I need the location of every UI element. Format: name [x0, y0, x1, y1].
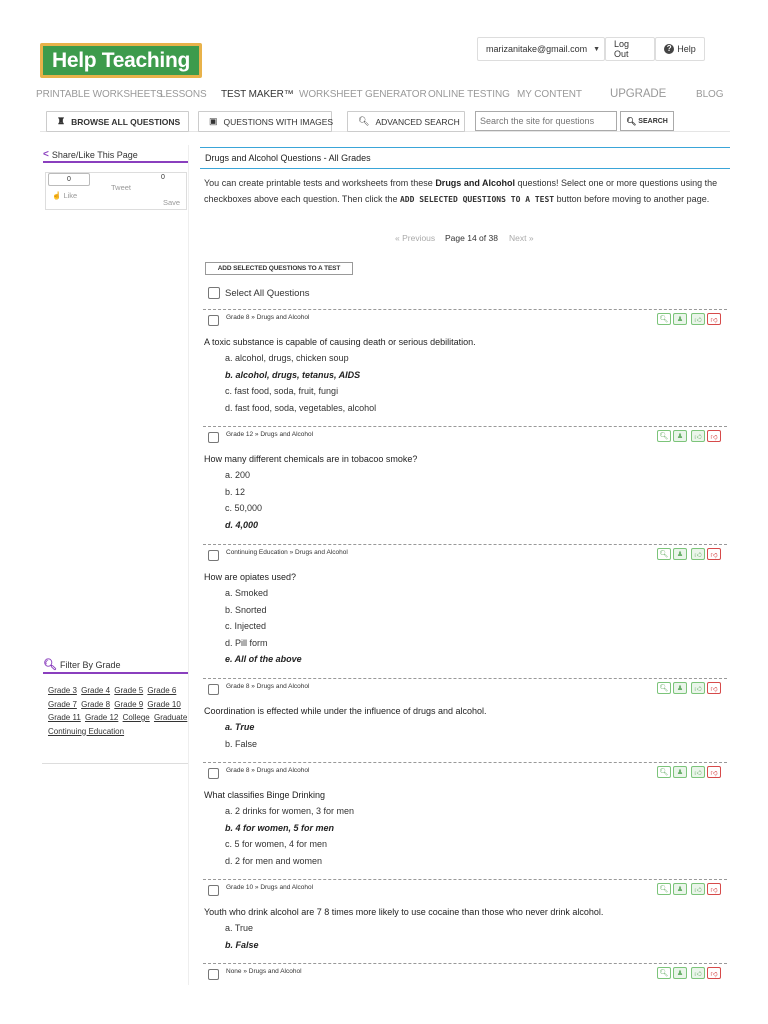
correct-answer-option: a. True [225, 722, 255, 732]
answer-option: a. alcohol, drugs, chicken soup [225, 353, 349, 363]
grade-link[interactable]: Graduate [153, 713, 188, 722]
user-icon[interactable]: ♟ [673, 430, 687, 442]
search-icon: 🔍︎ [43, 659, 57, 671]
grade-link[interactable]: College [122, 713, 150, 722]
question-circle-icon: ? [664, 44, 674, 54]
question-actions [657, 548, 721, 560]
thumbs-up-icon: ☝ [52, 191, 62, 200]
correct-answer-option: b. 4 for women, 5 for men [225, 822, 335, 833]
preview-icon[interactable]: 🔍︎ [657, 548, 671, 560]
answer-option: b. False [225, 738, 258, 749]
answer-option: a. Smoked [225, 588, 269, 598]
answer-option: d. Pill form [225, 637, 268, 648]
question-category: Grade 8 » Drugs and Alcohol [226, 767, 310, 774]
grade-link[interactable]: Grade 5 [114, 686, 144, 695]
correct-answer-option: b. alcohol, drugs, tetanus, AIDS [225, 369, 361, 380]
thumbs-up-icon[interactable]: 👍︎ [691, 967, 705, 979]
question-text: How are opiates used? [204, 572, 297, 582]
grade-link[interactable]: Grade 3 [48, 686, 77, 695]
search-button[interactable] [620, 111, 674, 131]
save-count: 0 [161, 174, 165, 181]
answer-option: c. Injected [225, 621, 267, 631]
main-nav [0, 89, 768, 103]
help-teaching-logo[interactable] [40, 43, 202, 78]
nav-test-maker[interactable]: TEST MAKER™ [221, 89, 294, 100]
pager-current: Page 14 of 38 [445, 233, 498, 243]
grade-link[interactable]: Continuing Education [48, 726, 125, 736]
thumbs-down-icon[interactable]: 👎︎ [707, 967, 721, 979]
correct-answer-option: b. False [225, 939, 259, 950]
share-icon: < [43, 149, 49, 160]
user-menu[interactable] [477, 37, 605, 61]
intro-button-ref: ADD SELECTED QUESTIONS TO A TEST [399, 194, 555, 204]
nav-online-testing[interactable]: ONLINE TESTING [428, 89, 510, 100]
browse-label: BROWSE ALL QUESTIONS [71, 116, 181, 127]
question-category: Continuing Education » Drugs and Alcohol [226, 549, 348, 556]
thumbs-up-icon[interactable]: 👍︎ [691, 682, 705, 694]
answer-option: b. Snorted [225, 604, 267, 615]
nav-printable-worksheets[interactable]: PRINTABLE WORKSHEETS [36, 89, 163, 100]
preview-icon[interactable]: 🔍︎ [657, 766, 671, 778]
advanced-label: ADVANCED SEARCH [375, 116, 460, 127]
grade-link[interactable]: Grade 7 [48, 699, 77, 709]
preview-icon[interactable]: 🔍︎ [657, 430, 671, 442]
share-title-text: Share/Like This Page [51, 149, 138, 160]
thumbs-down-icon[interactable]: 👎︎ [707, 430, 721, 442]
question-text: Coordination is effected while under the influence of drugs and alcohol. [204, 706, 487, 716]
tweet-label: Tweet [111, 183, 132, 192]
like-label: Like [63, 191, 78, 200]
answer-option: d. fast food, soda, vegetables, alcohol [225, 402, 377, 413]
question-checkbox[interactable] [208, 768, 219, 779]
answer-option: a. 2 drinks for women, 3 for men [225, 806, 355, 816]
pager-next[interactable]: Next » [509, 233, 534, 243]
image-icon: ▣ [209, 116, 218, 126]
answer-option: c. 5 for women, 4 for men [225, 839, 328, 849]
thumbs-down-icon[interactable]: 👎︎ [707, 682, 721, 694]
answer-option: a. True [225, 923, 254, 933]
intro-topic: Drugs and Alcohol [435, 178, 515, 188]
user-icon[interactable]: ♟ [673, 313, 687, 325]
preview-icon[interactable]: 🔍︎ [657, 682, 671, 694]
grade-link[interactable]: Grade 8 [81, 699, 111, 709]
thumbs-down-icon[interactable]: 👎︎ [707, 883, 721, 895]
intro-part: questions! Select one or more questions using the checkboxes above each question. Then click the [204, 178, 718, 204]
save-button[interactable] [163, 198, 180, 207]
thumbs-up-icon[interactable]: 👍︎ [691, 766, 705, 778]
question-checkbox[interactable] [208, 550, 219, 561]
question-checkbox[interactable] [208, 315, 219, 326]
questions-with-images-tab[interactable] [198, 111, 332, 132]
question-separator [203, 963, 727, 964]
thumbs-up-icon[interactable]: 👍︎ [691, 430, 705, 442]
nav-blog[interactable]: BLOG [696, 89, 724, 100]
grade-link[interactable]: Grade 11 [48, 713, 81, 722]
site-search-input[interactable] [475, 111, 617, 131]
question-text: How many different chemicals are in tobacoo smoke? [204, 454, 418, 464]
question-text: What classifies Binge Drinking [204, 790, 326, 800]
correct-answer-option: e. All of the above [225, 654, 302, 664]
intro-text [204, 176, 726, 207]
sidebar-border [188, 145, 189, 985]
nav-lessons[interactable]: LESSONS [160, 89, 207, 100]
preview-icon[interactable]: 🔍︎ [657, 883, 671, 895]
thumbs-up-icon[interactable]: 👍︎ [691, 548, 705, 560]
grade-link[interactable]: Grade 6 [147, 686, 177, 695]
question-category: Grade 12 » Drugs and Alcohol [226, 431, 314, 438]
question-category: Grade 8 » Drugs and Alcohol [226, 683, 310, 690]
intro-part: You can create printable tests and worksheets from these [204, 178, 436, 188]
help-button[interactable] [655, 37, 705, 61]
intro-part: button before moving to another page. [554, 193, 710, 204]
question-separator [203, 678, 727, 679]
question-actions [657, 883, 721, 895]
question-separator [203, 879, 727, 880]
nav-worksheet-generator[interactable]: WORKSHEET GENERATOR [299, 89, 427, 100]
question-checkbox[interactable] [208, 885, 219, 896]
logout-label: Log Out [614, 39, 630, 59]
question-checkbox[interactable] [208, 684, 219, 695]
help-label: Help [677, 44, 696, 54]
user-icon[interactable]: ♟ [673, 682, 687, 694]
thumbs-up-icon[interactable]: 👍︎ [691, 313, 705, 325]
user-icon[interactable]: ♟ [673, 766, 687, 778]
grade-link[interactable]: Grade 9 [114, 699, 144, 709]
question-actions [657, 682, 721, 694]
grade-link[interactable]: Grade 4 [81, 686, 111, 695]
question-separator [203, 309, 727, 310]
logout-button[interactable] [605, 37, 655, 61]
tweet-button[interactable] [111, 183, 131, 192]
preview-icon[interactable]: 🔍︎ [657, 967, 671, 979]
thumbs-down-icon[interactable]: 👎︎ [707, 766, 721, 778]
advanced-search-tab[interactable] [347, 111, 465, 132]
caret-down-icon: ▼ [593, 45, 601, 53]
answer-option: b. 12 [225, 486, 246, 497]
thumbs-down-icon[interactable]: 👎︎ [707, 313, 721, 325]
question-actions [657, 967, 721, 979]
question-actions [657, 313, 721, 325]
correct-answer-option: d. 4,000 [225, 519, 259, 530]
preview-icon[interactable]: 🔍︎ [657, 313, 671, 325]
question-separator [203, 544, 727, 545]
add-selected-questions-button[interactable] [205, 262, 353, 275]
question-checkbox[interactable] [208, 432, 219, 443]
user-icon[interactable]: ♟ [673, 548, 687, 560]
binoculars-icon: ♜ [57, 116, 66, 126]
select-all-checkbox[interactable] [208, 287, 220, 299]
question-category: Grade 8 » Drugs and Alcohol [226, 314, 310, 321]
answer-option: a. 200 [225, 470, 251, 480]
grade-link[interactable]: Grade 10 [147, 699, 181, 709]
save-label: Save [163, 198, 181, 207]
share-title [43, 148, 188, 163]
pager-previous[interactable]: « Previous [395, 233, 436, 243]
page-title-text: Drugs and Alcohol Questions - All Grades [205, 153, 371, 163]
question-separator [203, 762, 727, 763]
thumbs-up-icon[interactable]: 👍︎ [691, 883, 705, 895]
like-button[interactable] [52, 191, 77, 200]
browse-all-questions-tab[interactable] [46, 111, 189, 132]
user-icon[interactable]: ♟ [673, 883, 687, 895]
grade-filter-links [48, 684, 193, 738]
user-email: marizanitake@gmail.com [486, 44, 588, 54]
search-icon: 🔍︎ [358, 116, 370, 126]
select-all-label: Select All Questions [225, 288, 310, 299]
add-button-label: ADD SELECTED QUESTIONS TO A TEST [217, 265, 341, 272]
answer-option: c. fast food, soda, fruit, fungi [225, 386, 339, 396]
filter-title-text: Filter By Grade [59, 659, 121, 670]
page-title [200, 147, 730, 169]
search-button-label: SEARCH [638, 117, 668, 125]
question-separator [203, 426, 727, 427]
question-category: None » Drugs and Alcohol [226, 968, 302, 975]
sidebar-divider [42, 763, 188, 764]
images-label: QUESTIONS WITH IMAGES [223, 116, 334, 127]
answer-option: d. 2 for men and women [225, 855, 323, 866]
question-category: Grade 10 » Drugs and Alcohol [226, 884, 314, 891]
filter-title [43, 657, 188, 674]
user-icon[interactable]: ♟ [673, 967, 687, 979]
nav-upgrade[interactable]: UPGRADE [610, 88, 667, 100]
grade-link[interactable]: Grade 12 [85, 713, 119, 722]
question-text: Youth who drink alcohol are 7 8 times more likely to use cocaine than those who never drink alcohol. [204, 907, 604, 917]
question-checkbox[interactable] [208, 969, 219, 980]
logo-text: Help Teaching [51, 48, 191, 72]
thumbs-down-icon[interactable]: 👎︎ [707, 548, 721, 560]
search-icon: 🔍︎ [626, 116, 637, 126]
question-text: A toxic substance is capable of causing death or serious debilitation. [204, 337, 476, 347]
nav-my-content[interactable]: MY CONTENT [517, 89, 582, 100]
question-actions [657, 766, 721, 778]
question-actions [657, 430, 721, 442]
like-count: 0 [48, 173, 90, 186]
answer-option: c. 50,000 [225, 503, 263, 513]
